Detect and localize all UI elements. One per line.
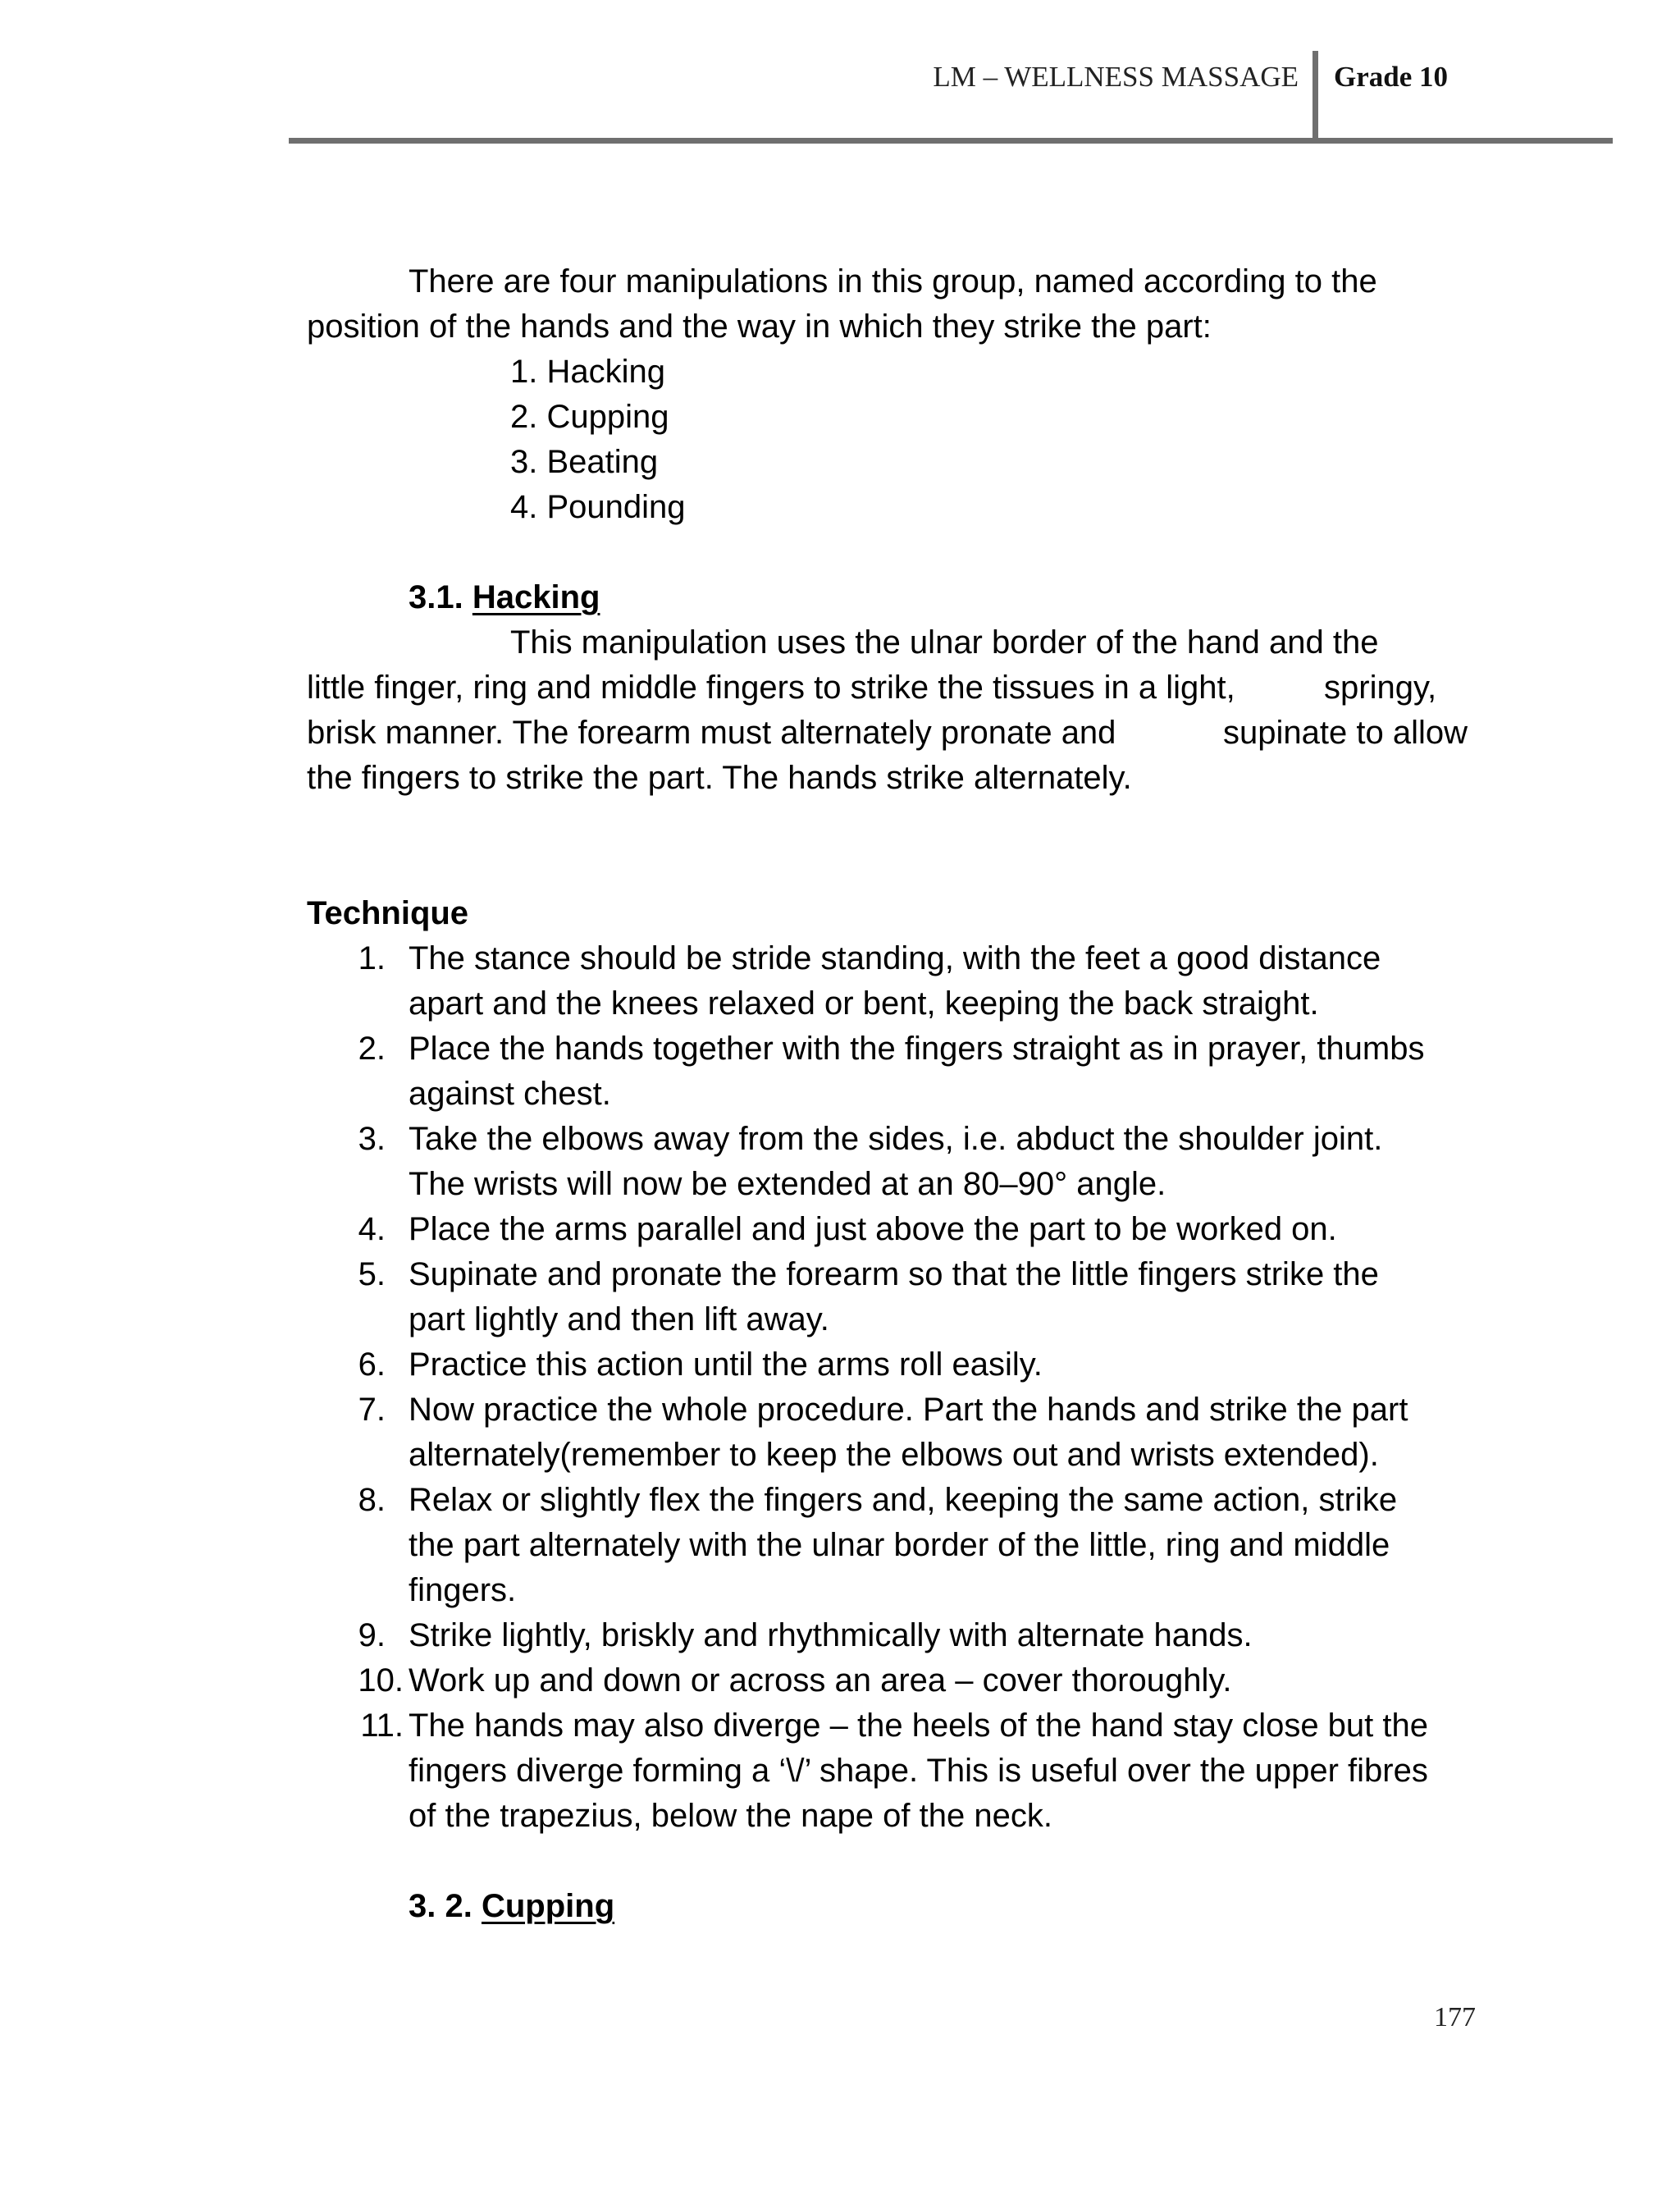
intro-list-item: 4. Pounding: [510, 489, 686, 525]
step-number: 6.: [358, 1346, 386, 1383]
intro-list-item: 1. Hacking: [510, 354, 665, 390]
page-number: 177: [1434, 2002, 1476, 2032]
step-number: 3.: [358, 1121, 386, 1157]
hacking-para-line: the fingers to strike the part. The hands strike alternately.: [307, 760, 1132, 796]
step-line: Supinate and pronate the forearm so that the little fingers strike the: [409, 1256, 1379, 1292]
step-line: Take the elbows away from the sides, i.e. abduct the shoulder joint.: [409, 1121, 1383, 1157]
step-line: The hands may also diverge – the heels of the hand stay close but the: [409, 1708, 1429, 1744]
step-number: 8.: [358, 1482, 386, 1518]
step-line: fingers.: [409, 1572, 517, 1608]
hacking-para-line: This manipulation uses the ulnar border of the hand and the: [510, 624, 1379, 661]
intro-list-item: 2. Cupping: [510, 399, 669, 435]
step-line: Relax or slightly flex the fingers and, keeping the same action, strike: [409, 1482, 1398, 1518]
intro-line-2: position of the hands and the way in which they strike the part:: [307, 309, 1212, 345]
step-line: of the trapezius, below the nape of the neck.: [409, 1798, 1052, 1834]
step-number: 11.: [360, 1708, 404, 1744]
step-number: 9.: [358, 1617, 386, 1653]
step-line: against chest.: [409, 1076, 611, 1112]
step-line: Place the arms parallel and just above the part to be worked on.: [409, 1211, 1337, 1247]
step-line: The wrists will now be extended at an 80–90° angle.: [409, 1166, 1166, 1202]
running-header-title: LM – WELLNESS MASSAGE: [933, 61, 1299, 93]
step-line: Place the hands together with the fingers straight as in prayer, thumbs: [409, 1031, 1425, 1067]
intro-list-item: 3. Beating: [510, 444, 659, 480]
step-number: 1.: [358, 940, 386, 976]
section-number: 3.1.: [409, 579, 463, 615]
step-number: 10.: [358, 1662, 404, 1699]
running-header-grade: Grade 10: [1334, 61, 1449, 93]
hacking-para-line: little finger, ring and middle fingers to strike the tissues in a light,: [307, 670, 1235, 706]
step-line: The stance should be stride standing, with the feet a good distance: [409, 940, 1381, 976]
step-line: the part alternately with the ulnar border of the little, ring and middle: [409, 1527, 1390, 1563]
header-rule: [289, 138, 1613, 144]
step-line: Now practice the whole procedure. Part the hands and strike the part: [409, 1392, 1408, 1428]
section-title: Cupping: [481, 1888, 615, 1924]
step-number: 7.: [358, 1392, 386, 1428]
step-line: fingers diverge forming a ‘\/’ shape. This is useful over the upper fibres: [409, 1753, 1428, 1789]
step-line: apart and the knees relaxed or bent, keeping the back straight.: [409, 985, 1319, 1022]
step-line: Strike lightly, briskly and rhythmically with alternate hands.: [409, 1617, 1253, 1653]
step-line: Practice this action until the arms roll easily.: [409, 1346, 1043, 1383]
section-number: 3. 2.: [409, 1888, 472, 1924]
section-title: Hacking: [472, 579, 600, 615]
step-line: part lightly and then lift away.: [409, 1301, 829, 1337]
hacking-para-line: springy,: [1324, 670, 1437, 706]
section-heading-hacking: [409, 575, 600, 620]
step-line: alternately(remember to keep the elbows out and wrists extended).: [409, 1437, 1379, 1473]
step-line: Work up and down or across an area – cover thoroughly.: [409, 1662, 1232, 1699]
hacking-para-line: supinate to allow: [1223, 715, 1468, 751]
intro-line-1: There are four manipulations in this group, named according to the: [409, 263, 1377, 299]
header-divider-vertical: [1312, 51, 1318, 139]
step-number: 2.: [358, 1031, 386, 1067]
step-number: 5.: [358, 1256, 386, 1292]
technique-heading: Technique: [307, 895, 469, 931]
section-heading-cupping: [409, 1884, 614, 1929]
hacking-para-line: brisk manner. The forearm must alternately pronate and: [307, 715, 1116, 751]
step-number: 4.: [358, 1211, 386, 1247]
